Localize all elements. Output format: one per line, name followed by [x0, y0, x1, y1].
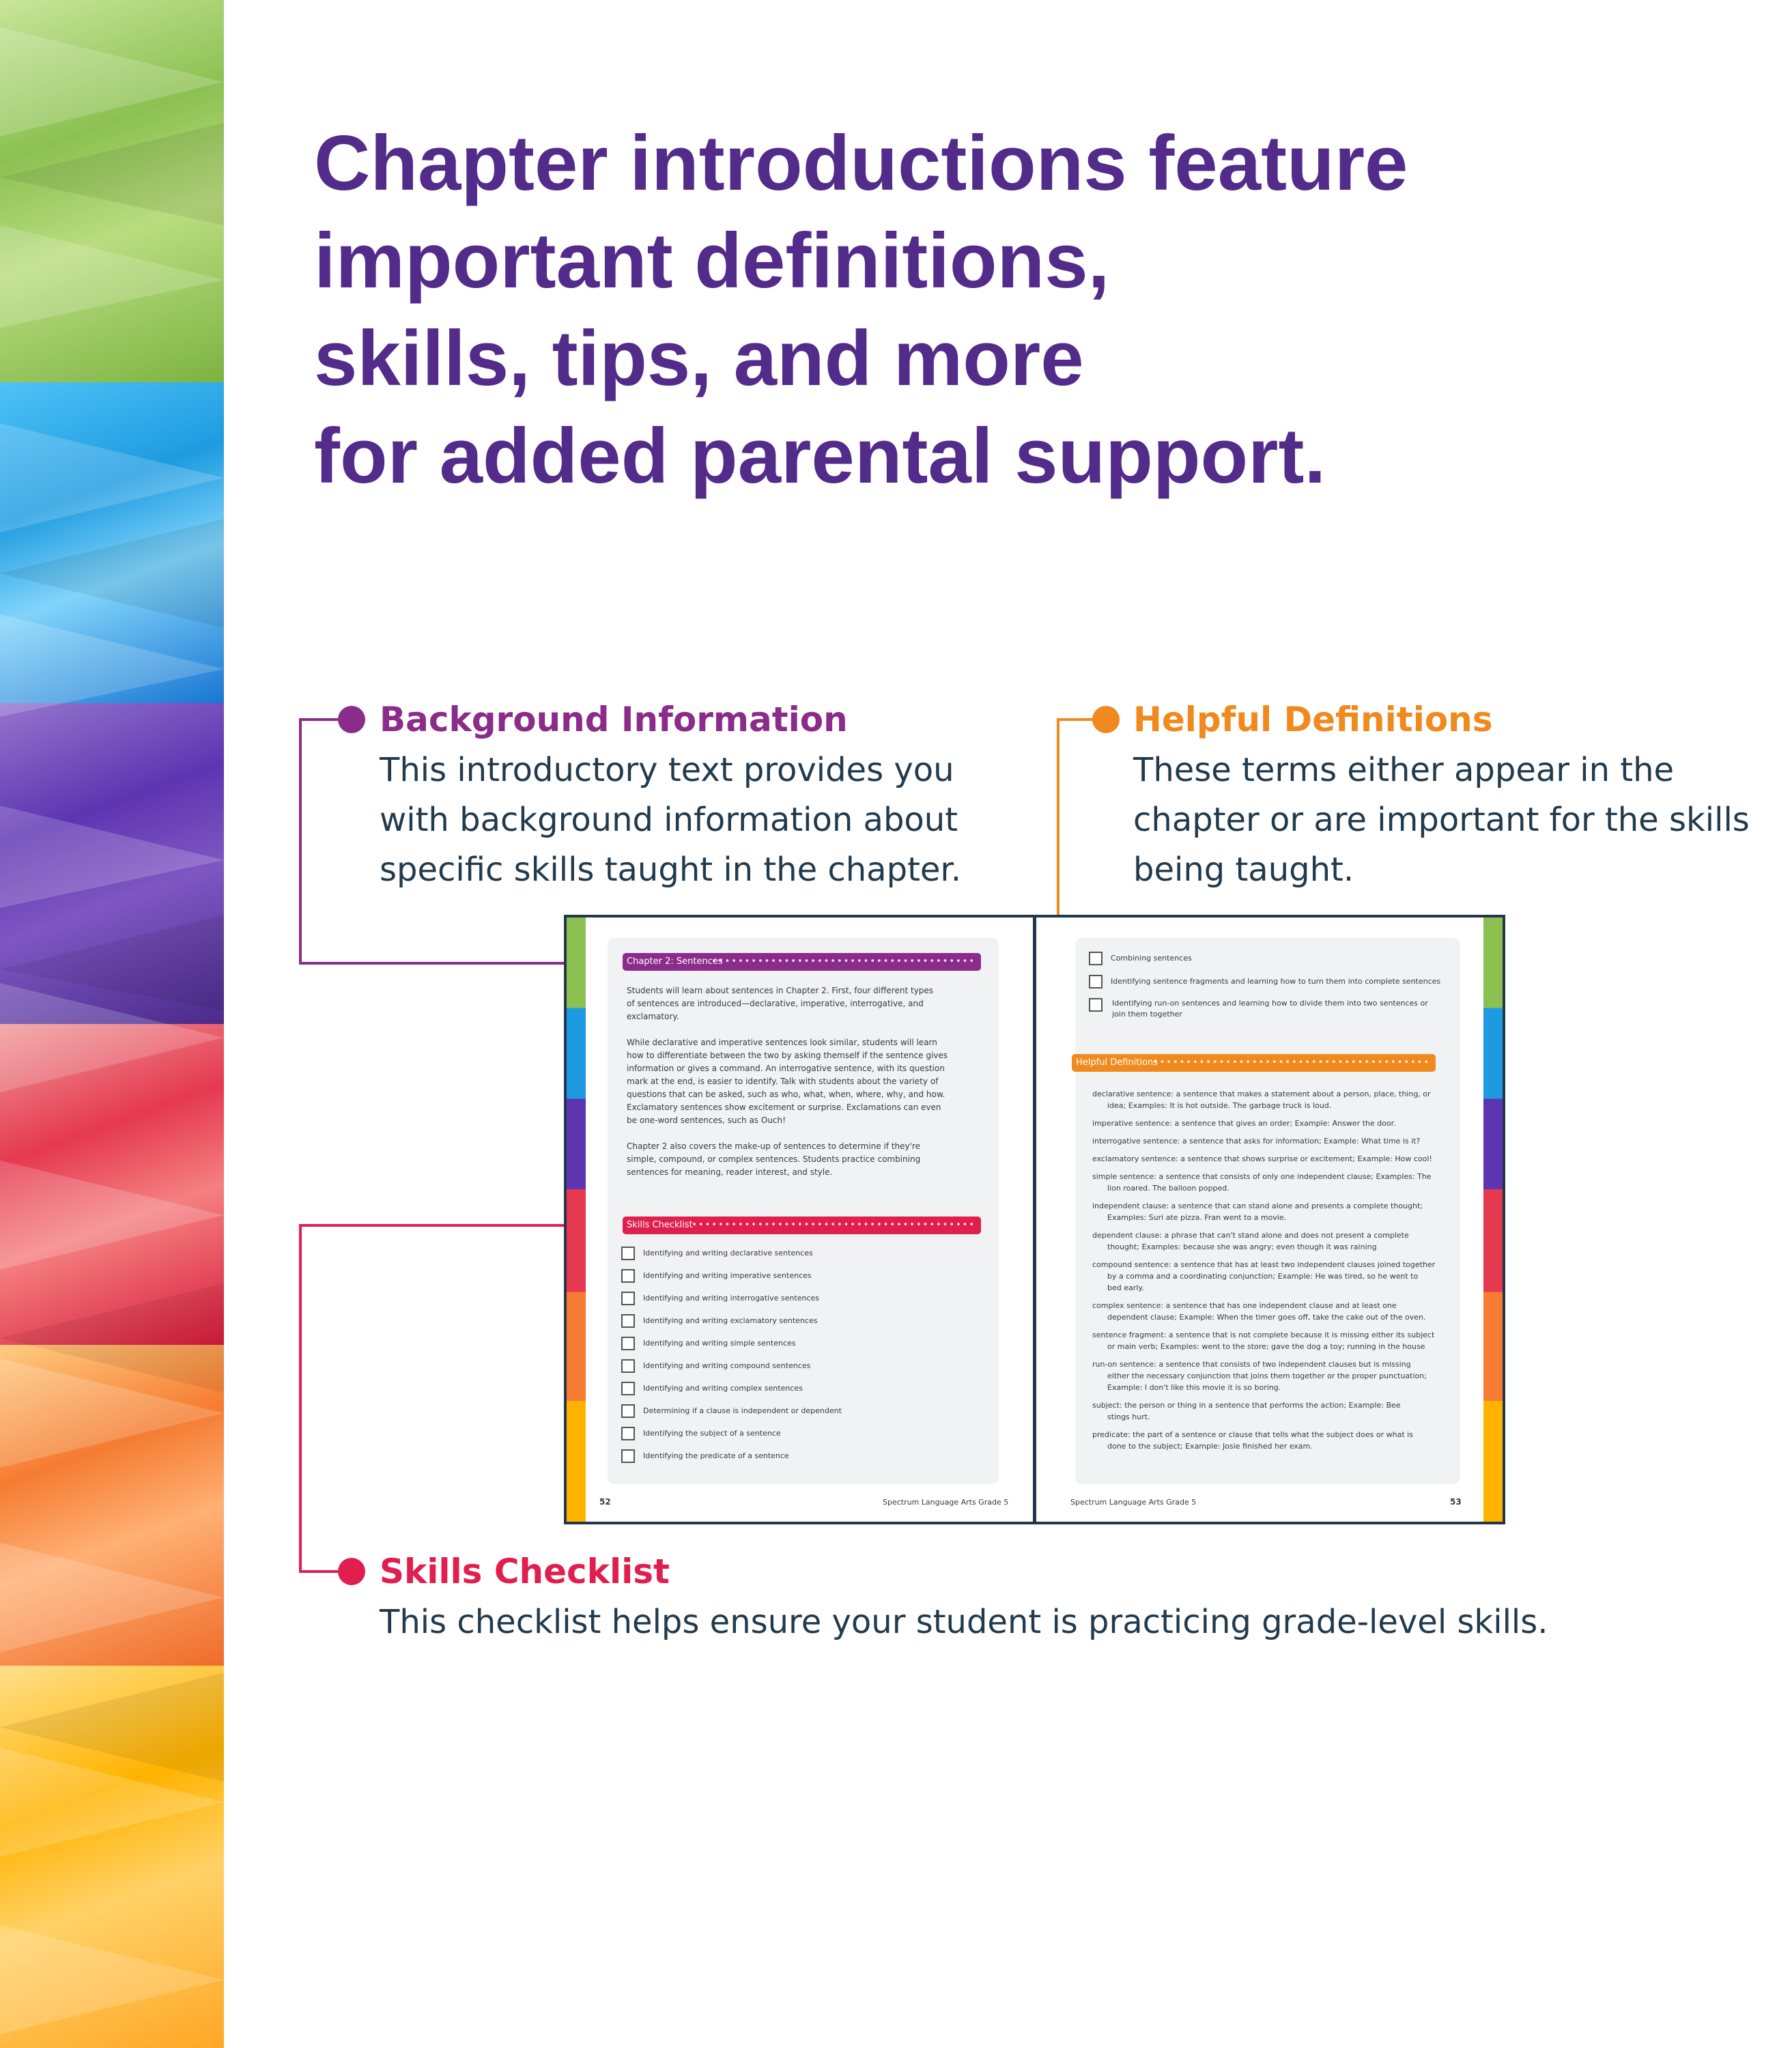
intro-paragraph-1: [627, 984, 982, 1023]
checklist-item[interactable]: [1089, 975, 1440, 989]
definition-line: bed early.: [1107, 1283, 1144, 1292]
definition-line: imperative sentence: a sentence that gives an order; Example: Answer the door.: [1092, 1119, 1396, 1128]
checklist-item-label: Identifying and writing interrogative sentences: [643, 1294, 820, 1303]
checklist-item[interactable]: [621, 1314, 817, 1328]
book-spread: [564, 915, 1505, 1524]
helpful-definitions-title: Helpful Definitions: [1133, 700, 1493, 739]
definition-line: dependent clause; Example: When the timer goes off, take the cake out of the oven.: [1107, 1313, 1426, 1322]
right-page-footer: Spectrum Language Arts Grade 5: [1070, 1498, 1197, 1507]
headline-line-1: Chapter introductions feature: [314, 120, 1408, 207]
right-page-color-edge: [1483, 918, 1503, 1522]
skills-checklist-bar-dots: •••••••••••••••••••••••••••••••••••••••••••: [692, 1220, 976, 1230]
checklist-item-label: Identifying and writing simple sentences: [643, 1339, 796, 1348]
definition-line: Example: I don't like this movie it is so boring.: [1107, 1383, 1281, 1392]
helpful-definitions-dot: [1092, 706, 1120, 733]
intro-p3-line: sentences for meaning, reader interest, and style.: [627, 1167, 833, 1177]
intro-p2-line: information or gives a command. An interrogative sentence, with its question: [627, 1064, 945, 1073]
checklist-item[interactable]: [621, 1382, 803, 1395]
left-page-number: [599, 1497, 611, 1507]
definition-line: dependent clause: a phrase that can't stand alone and does not present a complete: [1092, 1231, 1409, 1240]
definition-line: thought; Examples: because she was angry; even though it was raining: [1107, 1242, 1377, 1251]
definition-item: [1092, 1259, 1461, 1294]
checkbox[interactable]: [621, 1269, 635, 1283]
definition-line: run-on sentence: a sentence that consists of two independent clauses but is missing: [1092, 1360, 1411, 1369]
definition-item: [1092, 1153, 1461, 1165]
definition-item: [1092, 1399, 1461, 1423]
checkbox[interactable]: [621, 1359, 635, 1373]
checkbox[interactable]: [1089, 975, 1103, 989]
left-page-color-edge: [567, 918, 586, 1522]
checklist-item-label: Identifying run-on sentences and learning how to divide them into two sentences or join them together: [1112, 999, 1428, 1019]
checklist-item-label: Identifying and writing complex sentences: [643, 1384, 803, 1393]
definitions-list: [1092, 1088, 1461, 1458]
definition-line: either the necessary conjunction that joins them together or the proper punctuation;: [1107, 1371, 1427, 1380]
checkbox[interactable]: [621, 1247, 635, 1260]
left-page-footer: Spectrum Language Arts Grade 5: [883, 1498, 1009, 1507]
skills-checklist-dot: [338, 1558, 365, 1585]
helpful-definitions-line-2: chapter or are important for the skills: [1133, 801, 1750, 839]
definition-line: or main verb; Examples: went to the store; gave the dog a toy; running in the house: [1107, 1342, 1425, 1351]
headline-line-3: skills, tips, and more: [314, 315, 1084, 402]
chapter-bar: [623, 953, 981, 971]
helpful-definitions-bar-dots: ••••••••••••••••••••••••••••••••••••••••••: [1152, 1057, 1430, 1068]
book-spine: [1033, 918, 1036, 1522]
helpful-definitions-line-1: These terms either appear in the: [1133, 751, 1675, 789]
definition-line: interrogative sentence: a sentence that asks for information; Example: What time is it?: [1092, 1137, 1421, 1146]
definition-line: idea; Examples: It is hot outside. The garbage truck is loud.: [1107, 1101, 1332, 1110]
definition-item: [1092, 1359, 1461, 1393]
checkbox[interactable]: [621, 1292, 635, 1305]
left-page-number-value: 52: [599, 1497, 611, 1507]
definition-line: exclamatory sentence: a sentence that shows surprise or excitement; Example: How cool!: [1092, 1154, 1432, 1163]
checklist-item[interactable]: [621, 1292, 819, 1305]
intro-p2-line: questions that can be asked, such as who, what, when, where, why, and how.: [627, 1090, 945, 1099]
definition-item: [1092, 1429, 1461, 1452]
checklist-item[interactable]: [621, 1449, 789, 1463]
checklist-item-label: Identifying the predicate of a sentence: [643, 1451, 789, 1460]
intro-p2-line: Exclamatory sentences show excitement or surprise. Exclamations can even: [627, 1103, 941, 1112]
checklist-item[interactable]: [621, 1404, 842, 1418]
headline-line-2: important definitions,: [314, 218, 1110, 304]
intro-p3-line: simple, compound, or complex sentences. Students practice combining: [627, 1154, 921, 1164]
checklist-item[interactable]: [621, 1269, 812, 1283]
checklist-item[interactable]: [621, 1337, 796, 1350]
helpful-definitions-bar: [1072, 1054, 1436, 1072]
checklist-item-label: Identifying sentence fragments and learning how to turn them into complete sentences: [1111, 977, 1441, 986]
definition-line: by a comma and a coordinating conjunction; Example: He was tired, so he went to: [1107, 1272, 1419, 1281]
checklist-item[interactable]: [1089, 998, 1430, 1020]
checkbox[interactable]: [621, 1337, 635, 1350]
definition-line: stings hurt.: [1107, 1412, 1150, 1421]
checklist-item-label: Determining if a clause is independent or dependent: [643, 1406, 842, 1415]
intro-p2-line: how to differentiate between the two by asking themself if the sentence gives: [627, 1051, 948, 1060]
helpful-definitions-callout: [1133, 695, 1750, 895]
checklist-item-label: Identifying and writing exclamatory sentences: [643, 1316, 818, 1325]
intro-paragraph-2: [627, 1036, 982, 1127]
definition-line: subject: the person or thing in a sentence that performs the action; Example: Bee: [1092, 1401, 1401, 1410]
checkbox[interactable]: [621, 1314, 635, 1328]
definition-item: [1092, 1300, 1461, 1323]
intro-p2-line: mark at the end, is easier to identify. Talk with students about the variety of: [627, 1077, 939, 1086]
skills-checklist-bar-label: Skills Checklist: [627, 1220, 693, 1230]
definition-item: [1092, 1329, 1461, 1352]
definition-line: sentence fragment: a sentence that is not complete because it is missing either its subject: [1092, 1331, 1435, 1339]
definition-item: [1092, 1118, 1461, 1129]
definition-item: [1092, 1200, 1461, 1223]
checklist-item-label: Combining sentences: [1111, 954, 1192, 963]
skills-checklist-title: Skills Checklist: [380, 1552, 670, 1591]
definition-item: [1092, 1135, 1461, 1147]
background-info-line-3: specific skills taught in the chapter.: [380, 851, 961, 889]
checkbox[interactable]: [1089, 952, 1103, 965]
checkbox[interactable]: [621, 1404, 635, 1418]
definition-line: done to the subject; Example: Josie finished her exam.: [1107, 1442, 1313, 1451]
intro-p1-line: Students will learn about sentences in Chapter 2. First, four different types: [627, 986, 934, 995]
checklist-item-label: Identifying and writing compound sentences: [643, 1361, 811, 1370]
checklist-item-label: Identifying the subject of a sentence: [643, 1429, 781, 1438]
definition-line: compound sentence: a sentence that has at least two independent clauses joined together: [1092, 1260, 1436, 1269]
checklist-item-label: Identifying and writing imperative sentences: [643, 1271, 812, 1280]
checkbox[interactable]: [1089, 998, 1103, 1012]
intro-p2-line: be one-word sentences, such as Ouch!: [627, 1115, 786, 1125]
background-info-dot: [338, 706, 365, 733]
right-page-number-value: 53: [1450, 1497, 1462, 1507]
definition-line: Examples: Suri ate pizza. Fran went to a movie.: [1107, 1213, 1287, 1222]
checkbox[interactable]: [621, 1449, 635, 1463]
chapter-bar-label: Chapter 2: Sentences: [627, 956, 723, 967]
checklist-item[interactable]: [621, 1359, 810, 1373]
checklist-item-label: Identifying and writing declarative sentences: [643, 1249, 813, 1257]
left-page: [608, 938, 999, 1484]
skills-checklist-description: [380, 1597, 1548, 1647]
right-page-number: [1450, 1497, 1462, 1507]
definition-item: [1092, 1088, 1461, 1111]
skills-checklist-line-1: This checklist helps ensure your student is practicing grade-level skills.: [380, 1603, 1548, 1641]
definition-item: [1092, 1171, 1461, 1194]
definition-item: [1092, 1229, 1461, 1253]
background-info-title: Background Information: [380, 700, 848, 739]
intro-p1-line: of sentences are introduced—declarative, imperative, interrogative, and: [627, 999, 924, 1008]
checkbox[interactable]: [621, 1382, 635, 1395]
background-info-line-1: This introductory text provides you: [380, 751, 954, 789]
checklist-item[interactable]: [621, 1427, 781, 1440]
headline-line-4: for added parental support.: [314, 413, 1326, 500]
checklist-item[interactable]: [1089, 952, 1192, 965]
intro-paragraph-3: [627, 1140, 982, 1179]
background-info-callout: [380, 695, 961, 895]
intro-p1-line: exclamatory.: [627, 1012, 679, 1021]
helpful-definitions-bar-label: Helpful Definitions: [1076, 1057, 1158, 1068]
definition-line: complex sentence: a sentence that has one independent clause and at least one: [1092, 1301, 1397, 1310]
helpful-definitions-description: [1133, 745, 1750, 895]
intro-p2-line: While declarative and imperative sentences look similar, students will learn: [627, 1038, 937, 1047]
chapter-bar-dots: ••••••••••••••••••••••••••••••••••••••••: [711, 956, 976, 967]
intro-p3-line: Chapter 2 also covers the make-up of sentences to determine if they're: [627, 1141, 920, 1151]
helpful-definitions-line-3: being taught.: [1133, 851, 1354, 889]
background-info-line-2: with background information about: [380, 801, 958, 839]
skills-checklist-callout: [380, 1547, 1548, 1647]
checklist-item[interactable]: [621, 1247, 813, 1260]
definition-line: predicate: the part of a sentence or clause that tells what the subject does or what is: [1092, 1430, 1413, 1439]
definition-line: declarative sentence: a sentence that makes a statement about a person, place, thing, or: [1092, 1090, 1431, 1098]
background-info-text: [627, 984, 982, 1192]
definition-line: lion roared. The balloon popped.: [1107, 1184, 1229, 1193]
skills-checklist-bar: [623, 1217, 981, 1234]
definition-line: independent clause: a sentence that can stand alone and presents a complete thought;: [1092, 1201, 1423, 1210]
checkbox[interactable]: [621, 1427, 635, 1440]
background-info-description: [380, 745, 961, 895]
definition-line: simple sentence: a sentence that consists of only one independent clause; Examples: The: [1092, 1172, 1432, 1181]
